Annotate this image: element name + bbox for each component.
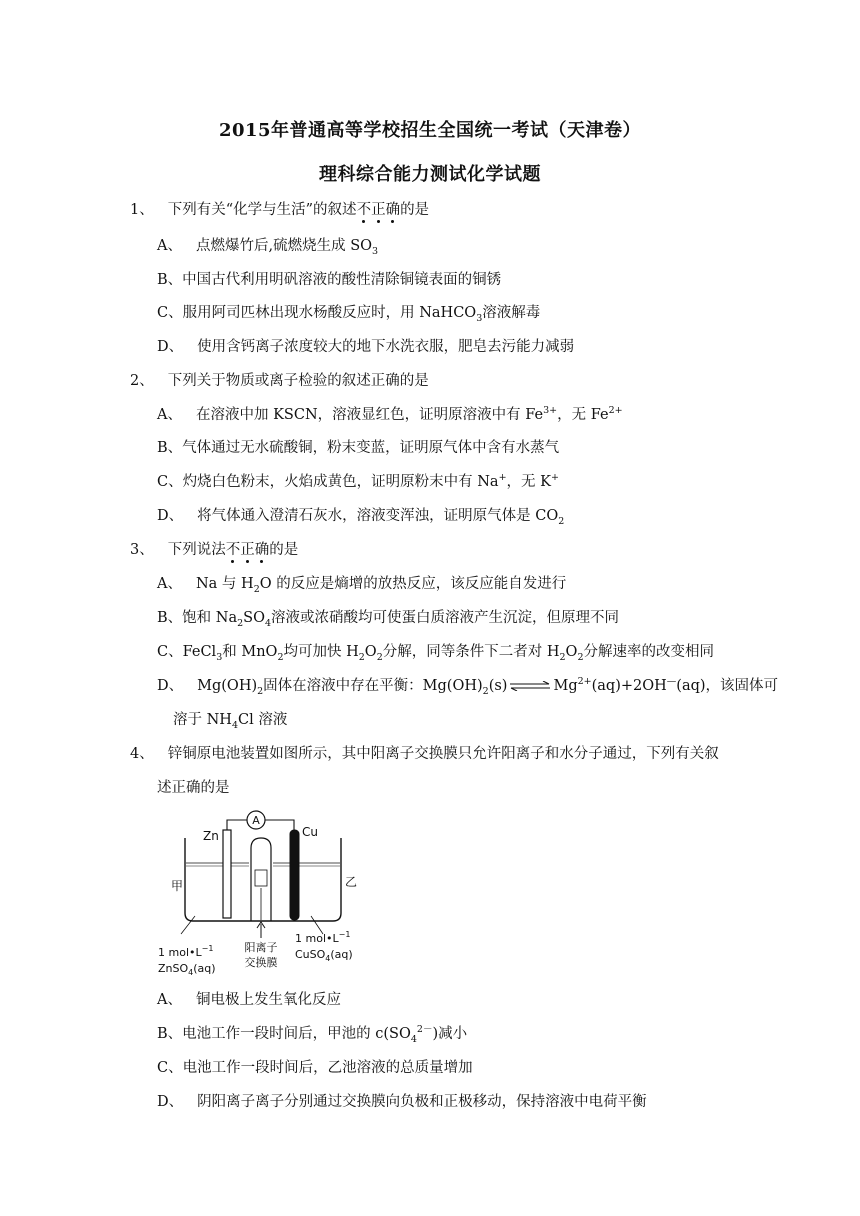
question-3-stem: 3、 下列说法不正确的是 xyxy=(130,542,299,558)
question-4-option-b: B、电池工作一段时间后，甲池的 $c(SO_4^{2-})$减小 xyxy=(157,1024,468,1045)
question-1-option-a: A、 点燃爆竹后,硫燃烧生成 $SO_3$ xyxy=(157,238,379,257)
copper-electrode xyxy=(290,830,299,920)
question-3-option-a: A、 Na 与 $H_2O$ 的反应是熵增的放热反应，该反应能自发进行 xyxy=(157,576,567,595)
question-4-stem-continued: 述正确的是 xyxy=(157,780,230,796)
left-cell-label: 甲 xyxy=(171,879,184,893)
question-4-stem: 4、 锌铜原电池装置如图所示，其中阳离子交换膜只允许阳离子和水分子通过，下列有关叙 xyxy=(130,746,719,762)
right-solution: CuSO$_4$(aq) xyxy=(295,948,353,963)
question-2-option-a: A、 在溶液中加 KSCN，溶液显红色，证明原溶液中有 $Fe^{3+}$，无 $Fe^{2+}$ xyxy=(157,405,623,423)
left-solution: ZnSO$_4$(aq) xyxy=(158,962,216,977)
question-2-option-b: B、气体通过无水硫酸铜，粉末变蓝，证明原气体中含有水蒸气 xyxy=(157,440,560,456)
question-3-option-d-continued: 溶于 $NH_4Cl$ 溶液 xyxy=(173,712,288,731)
question-4-option-a: A、 铜电极上发生氧化反应 xyxy=(157,992,341,1008)
question-4-option-c: C、电池工作一段时间后，乙池溶液的总质量增加 xyxy=(157,1060,473,1076)
question-2-option-c: C、灼烧白色粉末，火焰成黄色，证明原粉末中有 Na+，无 K+ xyxy=(157,472,559,490)
left-concentration: 1 $mol•L^{-1}$ xyxy=(158,944,214,959)
question-1-option-d: D、 使用含钙离子浓度较大的地下水洗衣服，肥皂去污能力减弱 xyxy=(157,339,575,355)
exam-title: 2015年普通高等学校招生全国统一考试（天津卷） xyxy=(218,120,642,141)
question-2-stem: 2、 下列关于物质或离子检验的叙述正确的是 xyxy=(130,373,429,389)
membrane-label-line-2: 交换膜 xyxy=(244,956,278,969)
left-wire xyxy=(227,820,247,830)
galvanic-cell-diagram xyxy=(155,808,370,978)
question-1-stem: 1、 下列有关“化学与生活”的叙述不正确的是 xyxy=(130,202,430,218)
right-cell-label: 乙 xyxy=(345,875,358,889)
question-1-option-b: B、中国古代利用明矾溶液的酸性清除铜镜表面的铜锈 xyxy=(157,272,502,288)
galvanic-cell-svg xyxy=(155,808,370,978)
zinc-electrode xyxy=(223,830,231,918)
question-1-option-c: C、服用阿司匹林出现水杨酸反应时，用 NaHCO$_3$溶液解毒 xyxy=(157,305,541,324)
question-4-option-d: D、 阴阳离子离子分别通过交换膜向负极和正极移动，保持溶液中电荷平衡 xyxy=(157,1094,647,1110)
right-wire xyxy=(265,820,294,830)
zn-label: Zn xyxy=(203,829,219,843)
equilibrium-arrow-icon xyxy=(509,681,551,691)
cu-label: Cu xyxy=(302,825,318,839)
question-3-option-c: C、FeCl$_3$和 MnO$_2$均可加快 $H_2O_2$分解，同等条件下二者对 $H_2O_2$分解速率的改变相同 xyxy=(157,644,714,663)
question-3-option-b: B、饱和 $Na_2SO_4$溶液或浓硝酸均可使蛋白质溶液产生沉淀，但原理不同 xyxy=(157,610,620,629)
question-2-option-d: D、 将气体通入澄清石灰水，溶液变浑浊，证明原气体是 $CO_2$ xyxy=(157,508,565,527)
right-concentration: 1 $mol•L^{-1}$ xyxy=(295,930,351,945)
exam-subtitle: 理科综合能力测试化学试题 xyxy=(319,164,541,185)
ammeter-label: A xyxy=(252,814,260,827)
question-3-option-d: D、 $Mg(OH)_2$固体在溶液中存在平衡：$Mg(OH)_2(s)$ $Mg^{2+}(aq)+2OH^—(aq)$，该固体可 xyxy=(157,676,779,697)
membrane-label-line-1: 阳离子 xyxy=(244,941,278,954)
